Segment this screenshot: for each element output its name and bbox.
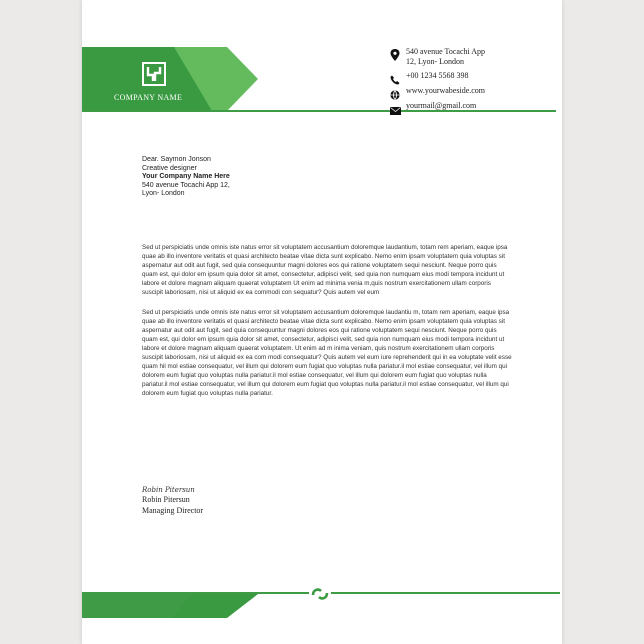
recipient-salutation: Dear. Saymon Jonson (142, 156, 211, 163)
phone-icon (390, 72, 406, 82)
company-logo-icon (142, 62, 166, 86)
mail-icon (390, 102, 406, 112)
footer-emblem-icon (308, 582, 332, 606)
signer-name: Robin Pitersun (142, 495, 190, 504)
recipient-address-1: 540 avenue Tocachi App 12, (142, 181, 230, 189)
body-paragraph-2: Sed ut perspiciatis unde omnis iste natus error sit voluptatem accusantium doloremque laudantiu m, totam rem aperiam, eaque ipsa quae ab illo inventore veritatis et quasi architecto beatae vitae dicta sunt explicabo. Nemo enim ipsam voluptatem quia voluptas sit aspernatur aut odit aut fugit, sed quia consequuntur magni dolores eos qui ratione voluptatem sequi nesciunt. Neque porro quis quam est, qui dolor em ipsum quia dolor sit amet, consectetur, adipisci velit, sed quia non numquam eius modi tempora incidunt ut labore et dolore magnam aliquam quaerat voluptatem. Ut enim ad m inima veniam, quis nostrum exercitationem ullam corporis suscipit laboriosam, nisi ut aliquid ex ea com modi consequatur? Quis autem vel eum iure reprehenderit qui in ea voluptate velit esse quam hil mol estiae consequatur, vel illum qui dolorem eum fugiat quo voluptas nulla pariatur.il mol estiae consequatur, vel illum qui dolorem eum fugiat quo voluptas nulla pariatur.il mol estiae consequatur, vel illum qui dolorem eum fugiat quo voluptas nulla pariatur.il mol estiae consequatur, vel illum qui dolorem eum fugiat quo voluptas nulla pariatur.il mol estiae consequatur, vel illum qui dolorem eum fugiat quo voluptas nulla pariatur. (142, 309, 512, 397)
letterhead-page (82, 0, 562, 644)
body-paragraph-1: Sed ut perspiciatis unde omnis iste natus error sit voluptatem accusantium doloremque laudantium, totam rem aperiam, eaque ipsa quae ab illo inventore veritatis et quasi architecto beatae vitae dicta sunt explicabo. Nemo enim ipsam voluptatem quia voluptas sit aspernatur aut odit aut fugit, sed quia consequuntur magni dolores eos qui ratione voluptatem sequi nesciunt. Neque porro quis quam est, qui dolor em ipsum quia dolor sit amet, consectetur, adipisci velit, sed quia non numquam eius modi tempora incidunt ut labore et dolore magnam aliquam quaerat voluptatem Ut enim ad minima venia m,quis nostrum exercitationem ullam corporis suscipit laboriosam, nisi ut aliquid ex ea commodi con sequatur? Quis autem vel eum (142, 244, 508, 296)
address-line-1: 540 avenue Tocachi App (406, 47, 486, 56)
phone-number: +00 1234 5568 398 (406, 71, 469, 80)
signer-title: Managing Director (142, 506, 204, 515)
location-pin-icon (390, 48, 406, 58)
globe-icon (390, 87, 406, 97)
email[interactable]: yourmail@gmail.com (406, 101, 477, 110)
recipient-company: Your Company Name Here (142, 173, 230, 181)
signature-block (142, 486, 203, 516)
recipient-block (142, 156, 230, 199)
phone-row (390, 71, 560, 82)
letter-body (142, 243, 512, 409)
footer-banner (82, 594, 258, 644)
contact-block (390, 47, 560, 116)
recipient-role: Creative designer (142, 164, 197, 172)
company-name: COMPANY NAME (114, 93, 183, 102)
address-line-2: 12, Lyon- London (406, 57, 464, 66)
handwritten-signature: Robin Pitersun (142, 486, 195, 494)
recipient-address-2: Lyon- London (142, 190, 185, 198)
email-row (390, 101, 560, 112)
address-row (390, 47, 560, 67)
website[interactable]: www.yourwabeside.com (406, 86, 486, 95)
website-row (390, 86, 560, 97)
